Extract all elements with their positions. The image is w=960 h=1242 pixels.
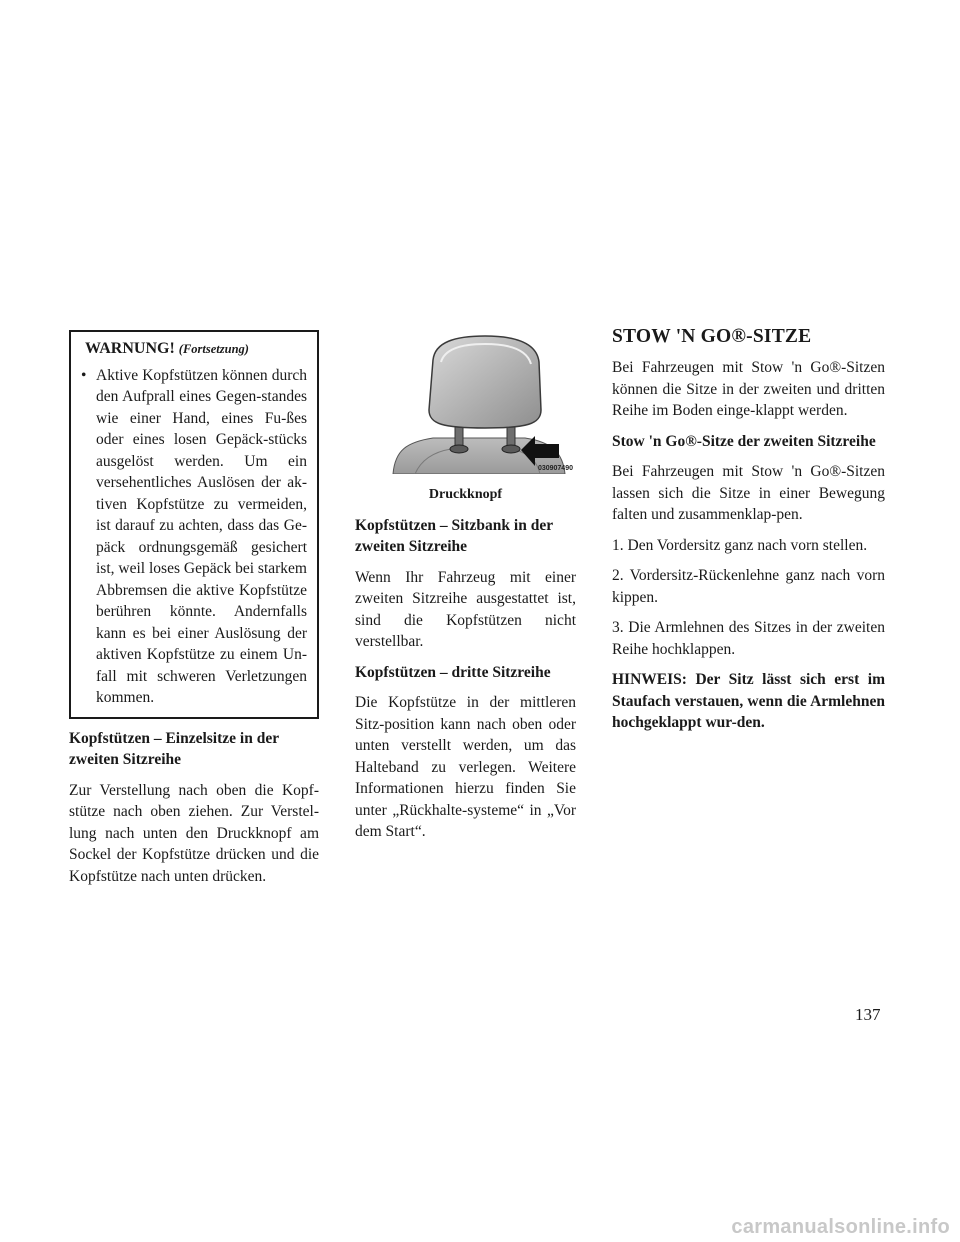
heading-single-seats: Kopfstützen – Einzelsitze in der zweiten Sitzreihe <box>69 729 279 768</box>
warning-title <box>85 338 307 361</box>
warning-box <box>69 330 319 719</box>
figure-caption: Druckknopf <box>428 487 503 502</box>
warning-title-text: WARNUNG! <box>85 340 175 357</box>
heading-bench-seat: Kopfstützen – Sitzbank in der zweiten Sitzreihe <box>355 516 553 555</box>
paragraph-bench-seat: Wenn Ihr Fahrzeug mit einer zweiten Sitzreihe ausgestattet ist, sind die Kopfstützen nicht verstellbar. <box>355 568 576 650</box>
right-column <box>612 325 885 734</box>
left-column <box>69 330 319 887</box>
note: HINWEIS: Der Sitz lässt sich erst im Staufach verstauen, wenn die Armlehnen hochgeklappt wur-den. <box>612 671 885 731</box>
warning-continuation: (Fortsetzung) <box>178 342 249 356</box>
paragraph-single-seats: Zur Verstellung nach oben die Kopf-stütze nach oben ziehen. Zur Verstel-lung nach unten den Druckknopf am Sockel der Kopfstütze drücken und die Kopfstütze nach unten drücken. <box>69 781 319 885</box>
section-title: STOW 'N GO®-SITZE <box>612 326 812 347</box>
heading-second-row: Stow 'n Go®-Sitze der zweiten Sitzreihe <box>612 432 876 450</box>
step-1: 1. Den Vordersitz ganz nach vorn stellen. <box>612 536 868 554</box>
paragraph-intro: Bei Fahrzeugen mit Stow 'n Go®-Sitzen können die Sitze in der zweiten und dritten Reihe im Boden einge-klappt werden. <box>612 359 885 419</box>
paragraph-second-row: Bei Fahrzeugen mit Stow 'n Go®-Sitzen lassen sich die Sitze in einer Bewegung falten und zusammenklap-pen. <box>612 463 885 523</box>
warning-bullet-item <box>81 365 307 709</box>
headrest-illustration <box>355 332 576 474</box>
middle-column <box>355 330 576 843</box>
step-2: 2. Vordersitz-Rückenlehne ganz nach vorn kippen. <box>612 567 885 606</box>
step-3: 3. Die Armlehnen des Sitzes in der zweiten Reihe hochklappen. <box>612 619 885 658</box>
bullet-icon: • <box>81 366 87 384</box>
heading-third-row: Kopfstützen – dritte Sitzreihe <box>355 663 551 681</box>
headrest-figure <box>355 332 576 482</box>
page-number: 137 <box>855 1005 881 1024</box>
figure-code: 030907490 <box>537 465 573 472</box>
paragraph-third-row: Die Kopfstütze in der mittleren Sitz-position kann nach oben oder unten verstellt werden, um das Halteband zu verlegen. Weitere Informationen hierzu finden Sie unter „Rückhalte-systeme“ in „Vor dem Start“. <box>355 694 576 840</box>
warning-text: Aktive Kopfstützen können durch den Aufprall eines Gegen-standes wie einer Hand, eines Fu-ßes oder eines losen Gepäck-stücks ausgelöst werden. Um ein versehentliches Auslösen der ak-tiven Kopfstütze zu vermeiden, ist darauf zu achten, dass das Ge-päck ordnungsgemäß gesichert ist, weil loses Gepäck bei starkem Abbremsen die aktive Kopfstütze berühren könnte. Andernfalls kann es bei einer Auslösung der aktiven Kopfstütze zu einem Un-fall mit schweren Verletzungen kommen. <box>96 366 307 706</box>
watermark: carmanualsonline.info <box>731 1216 950 1238</box>
